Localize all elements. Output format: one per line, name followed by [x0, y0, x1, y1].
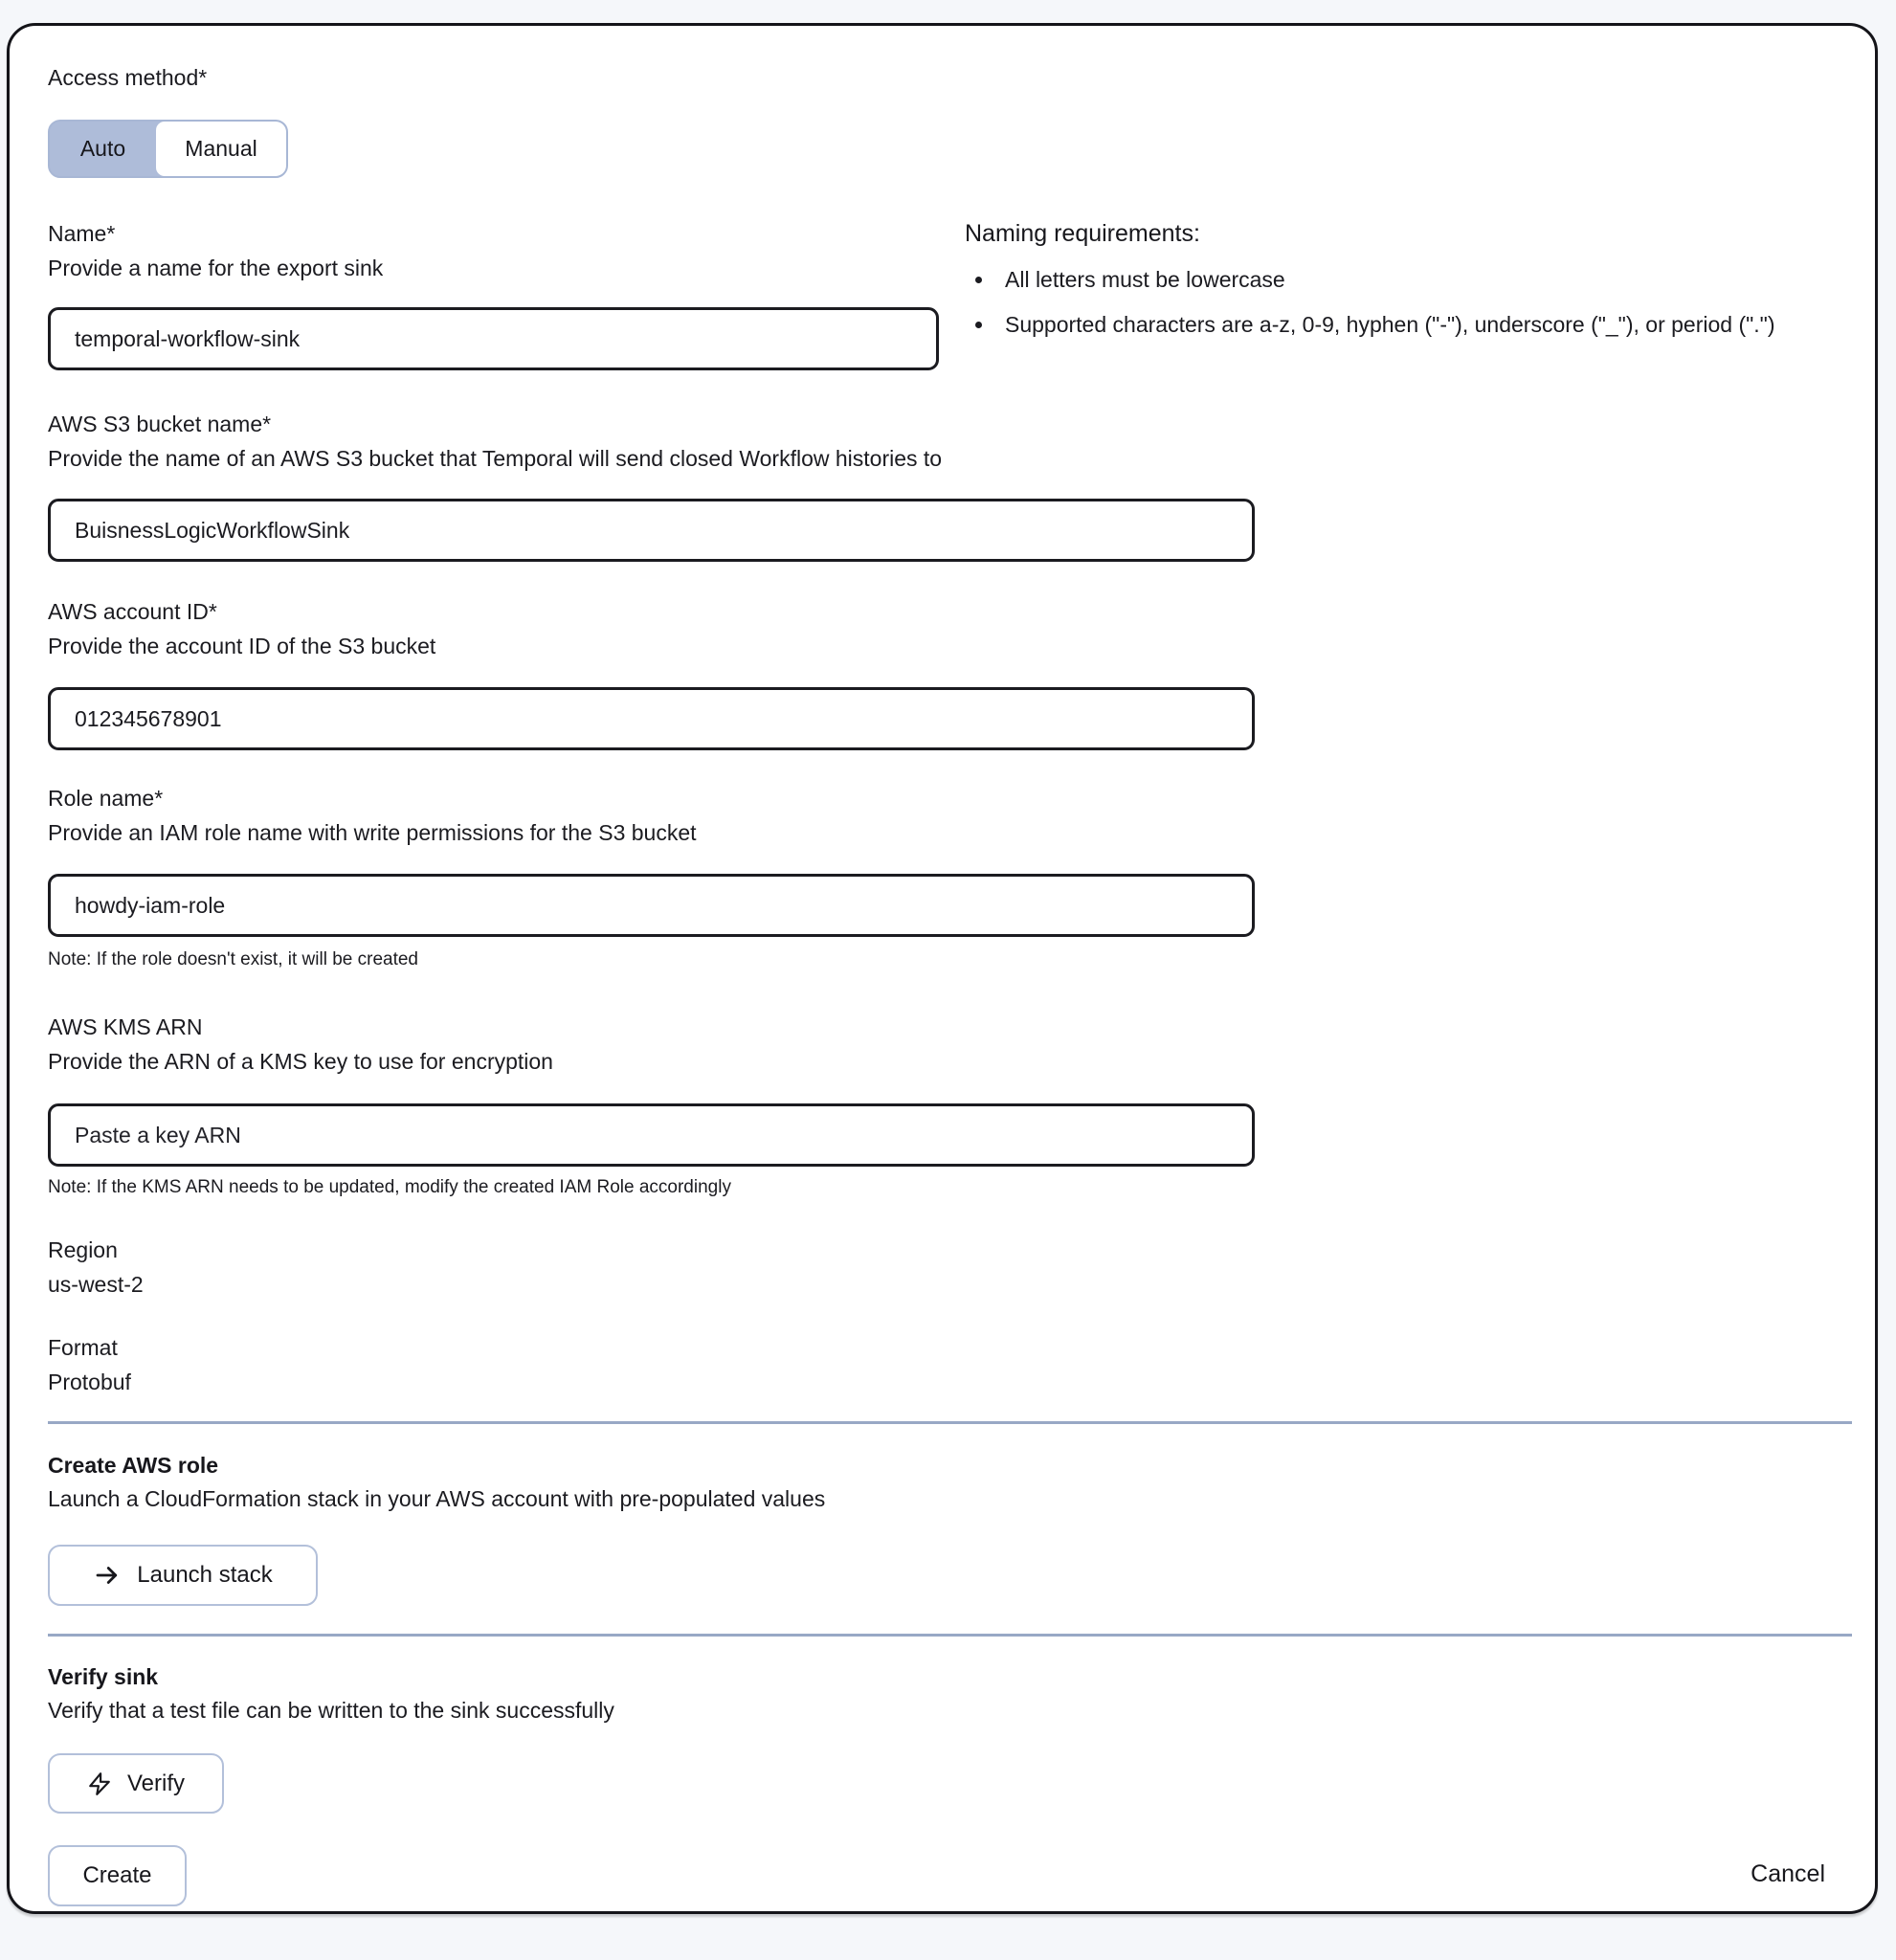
name-description: Provide a name for the export sink [48, 256, 384, 280]
access-method-option-manual[interactable] [156, 122, 286, 176]
launch-stack-label: Launch stack [137, 1562, 273, 1588]
account-id-input[interactable] [48, 687, 1255, 750]
format-value: Protobuf [48, 1370, 131, 1394]
region-label: Region [48, 1237, 118, 1262]
verify-label: Verify [126, 1770, 186, 1796]
naming-requirements-title: Naming requirements: [965, 220, 1200, 247]
naming-requirement-item: • All letters must be lowercase [995, 261, 1778, 299]
role-name-label: Role name* [48, 786, 164, 811]
naming-requirements [965, 215, 1778, 351]
format-label: Format [48, 1335, 118, 1360]
role-name-description: Provide an IAM role name with write permissions for the S3 bucket [48, 820, 697, 845]
naming-requirement-item: • Supported characters are a-z, 0-9, hyphen ("-"), underscore ("_"), or period (".") [995, 306, 1778, 344]
access-method-label: Access method* [48, 65, 208, 90]
region-value: us-west-2 [48, 1272, 144, 1297]
arrow-right-icon [93, 1561, 122, 1590]
verify-button[interactable] [48, 1753, 224, 1814]
kms-arn-label: AWS KMS ARN [48, 1014, 203, 1039]
cancel-button[interactable]: Cancel [1751, 1860, 1825, 1887]
create-aws-role-title: Create AWS role [48, 1453, 219, 1478]
kms-arn-description: Provide the ARN of a KMS key to use for encryption [48, 1049, 553, 1074]
s3-bucket-label: AWS S3 bucket name* [48, 412, 272, 436]
name-input[interactable] [48, 307, 939, 370]
role-name-input[interactable] [48, 874, 1255, 937]
create-aws-role-description: Launch a CloudFormation stack in your AWS account with pre-populated values [48, 1486, 826, 1511]
role-name-note: Note: If the role doesn't exist, it will be created [48, 949, 418, 969]
verify-sink-description: Verify that a test file can be written to the sink successfully [48, 1698, 614, 1723]
s3-bucket-input[interactable] [48, 499, 1255, 562]
auto-option-label: Auto [79, 136, 126, 161]
export-sink-form-card [7, 23, 1878, 1914]
section-divider [48, 1421, 1852, 1424]
section-divider [48, 1634, 1852, 1637]
name-label: Name* [48, 221, 116, 246]
access-method-toggle [48, 120, 288, 178]
kms-arn-note: Note: If the KMS ARN needs to be updated, modify the created IAM Role accordingly [48, 1177, 731, 1197]
launch-stack-button[interactable] [48, 1545, 318, 1606]
account-id-label: AWS account ID* [48, 599, 217, 624]
kms-arn-input[interactable] [48, 1103, 1255, 1167]
manual-option-label: Manual [185, 136, 257, 161]
verify-sink-title: Verify sink [48, 1664, 159, 1689]
zap-icon [87, 1771, 112, 1796]
create-button[interactable] [48, 1845, 187, 1906]
create-label: Create [82, 1862, 152, 1888]
naming-requirements-list [965, 261, 1778, 344]
access-method-option-auto[interactable] [50, 122, 156, 176]
account-id-description: Provide the account ID of the S3 bucket [48, 634, 436, 658]
s3-bucket-description: Provide the name of an AWS S3 bucket that Temporal will send closed Workflow histories to [48, 446, 943, 471]
